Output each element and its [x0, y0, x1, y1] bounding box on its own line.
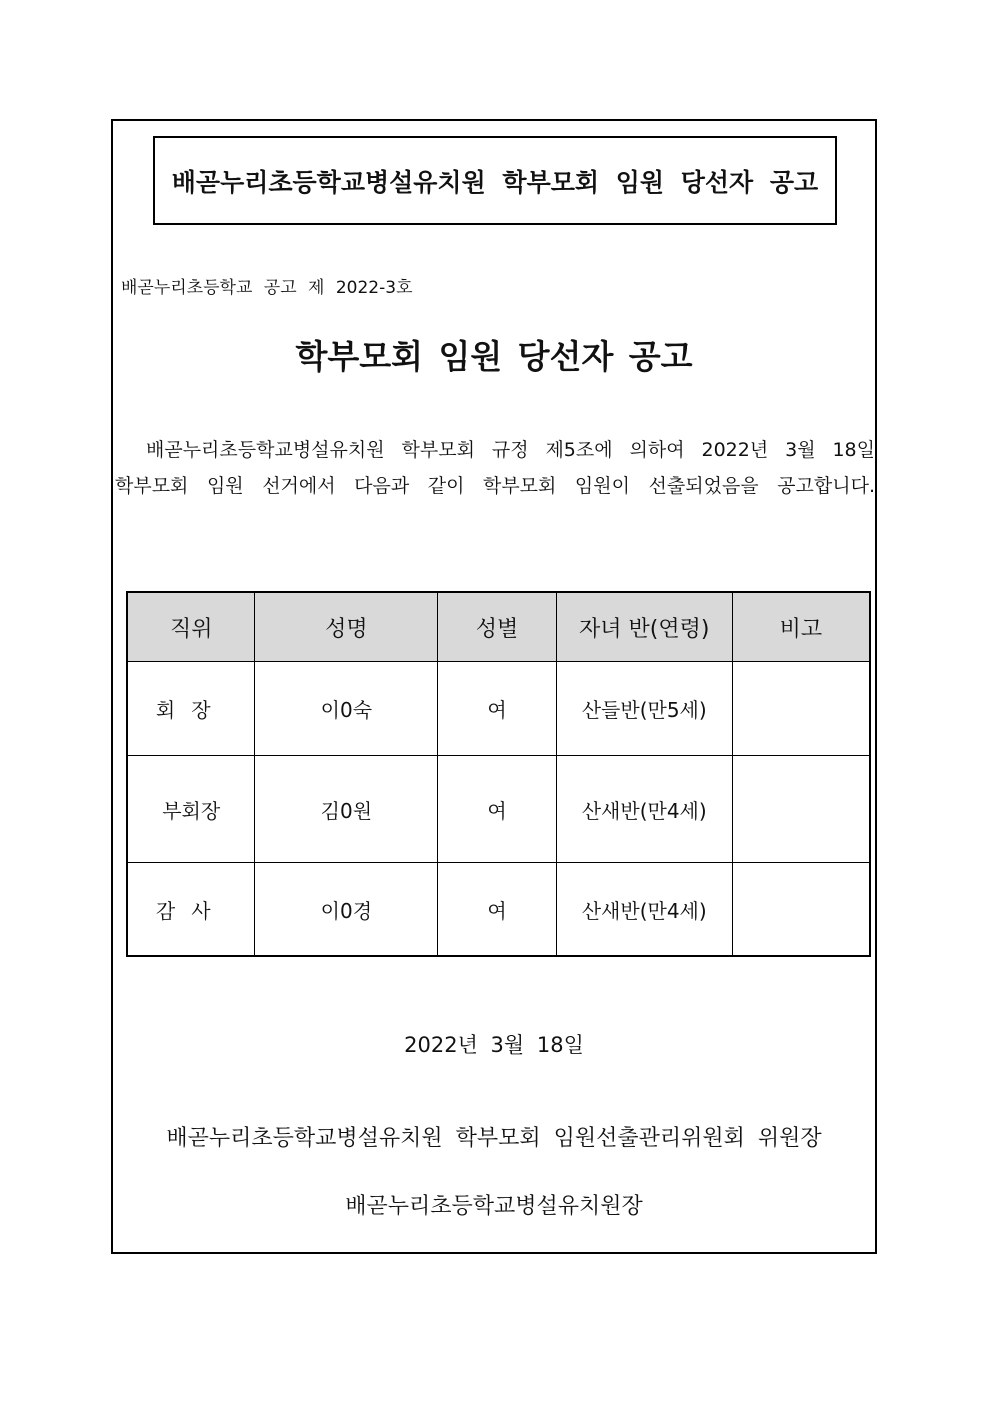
cell-name: 이0숙	[255, 662, 438, 756]
notice-date: 2022년 3월 18일	[404, 1033, 584, 1057]
table-row	[127, 662, 870, 756]
header-sex: 성별	[438, 592, 556, 662]
header-title: 배곧누리초등학교병설유치원 학부모회 임원 당선자 공고	[153, 136, 837, 225]
cell-note	[732, 662, 870, 756]
committee-signature: 배곧누리초등학교병설유치원 학부모회 임원선출관리위원회 위원장	[166, 1126, 822, 1151]
cell-child-class: 산새반(만4세)	[556, 863, 732, 957]
header-child-class: 자녀 반(연령)	[556, 592, 732, 662]
cell-sex: 여	[438, 863, 556, 957]
position-text: 회장	[155, 698, 227, 722]
header-position: 직위	[127, 592, 255, 662]
cell-position	[127, 662, 255, 756]
cell-name: 이0경	[255, 863, 438, 957]
cell-note	[732, 863, 870, 957]
body-line-1: 배곧누리초등학교병설유치원 학부모회 규정 제5조에 의하여 2022년 3월 18일	[146, 439, 875, 461]
cell-note	[732, 756, 870, 863]
cell-sex: 여	[438, 756, 556, 863]
cell-child-class: 산새반(만4세)	[556, 756, 732, 863]
header-name: 성명	[255, 592, 438, 662]
cell-name: 김0원	[255, 756, 438, 863]
table-row	[127, 863, 870, 957]
position-text: 감사	[155, 898, 227, 923]
body-line-2: 학부모회 임원 선거에서 다음과 같이 학부모회 임원이 선출되었음을 공고합니다.	[115, 475, 875, 497]
cell-sex: 여	[438, 662, 556, 756]
cell-position	[127, 863, 255, 957]
notice-number: 배곧누리초등학교 공고 제 2022-3호	[121, 278, 413, 298]
cell-position: 부회장	[127, 756, 255, 863]
header-note: 비고	[732, 592, 870, 662]
cell-child-class: 산들반(만5세)	[556, 662, 732, 756]
officer-table	[126, 591, 871, 957]
table-header-row	[127, 592, 870, 662]
table-row	[127, 756, 870, 863]
page-title: 학부모회 임원 당선자 공고	[295, 337, 693, 376]
director-signature: 배곧누리초등학교병설유치원장	[345, 1194, 643, 1219]
document-frame	[111, 119, 877, 1254]
